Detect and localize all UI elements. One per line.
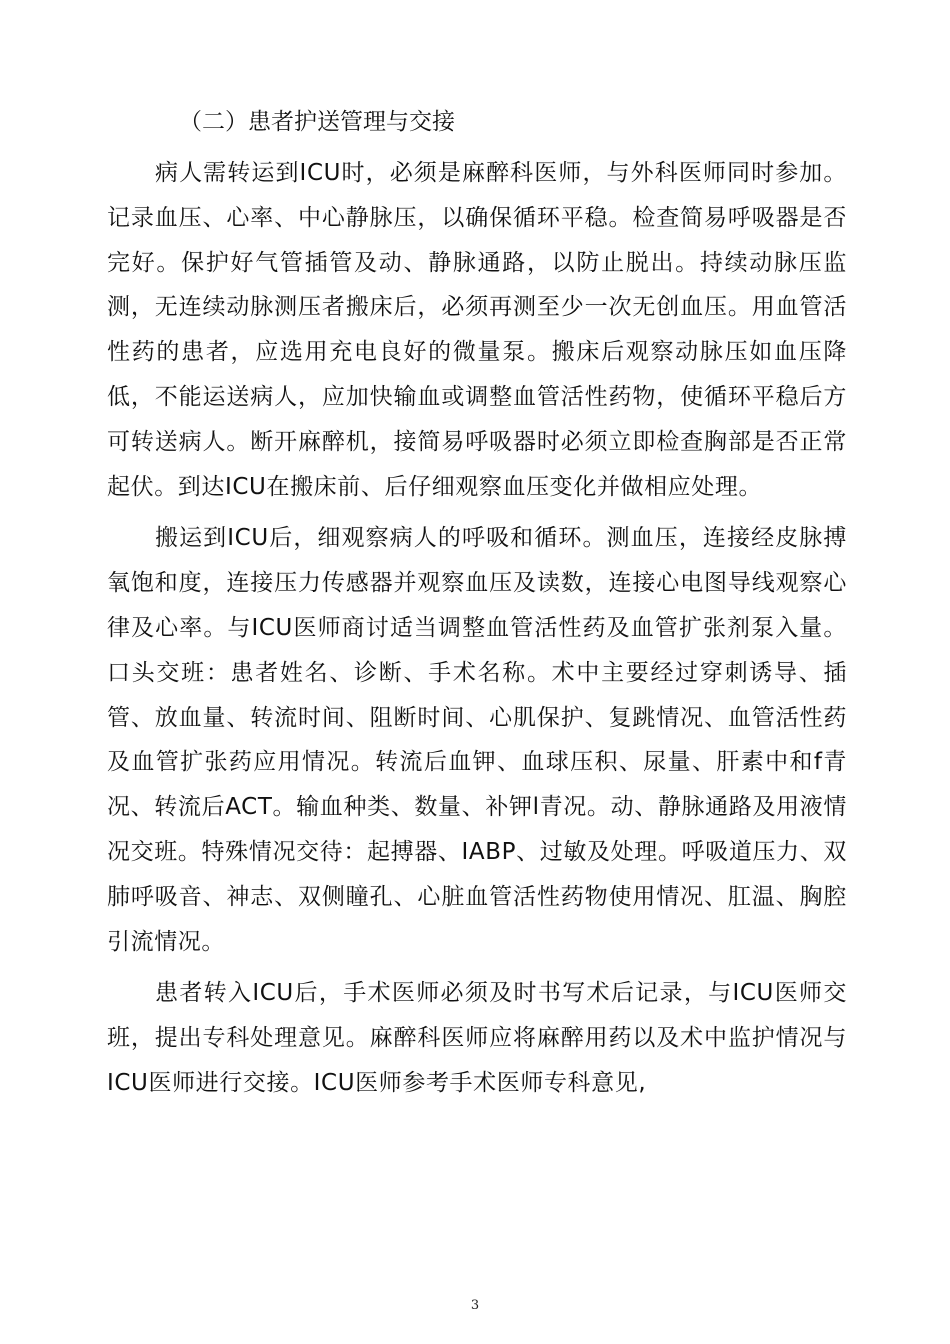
paragraph-transport: 病人需转运到ICU时，必须是麻醉科医师，与外科医师同时参加。记录血压、心率、中心静脉压，以确保循环平稳。检查简易呼吸器是否完好。保护好气管插管及动、静脉通路，以防止脱出。持续动脉压监测，无连续动脉测压者搬床后，必须再测至少一次无创血压。用血管活性药的患者，应选用充电良好的微量泵。搬床后观察动脉压如血压降低，不能运送病人，应加快输血或调整血管活性药物，使循环平稳后方可转送病人。断开麻醉机，接简易呼吸器时必须立即检查胸部是否正常起伏。到达ICU在搬床前、后仔细观察血压变化并做相应处理。 (107, 160, 847, 500)
document-body (107, 100, 847, 1106)
paragraph-postop-records: 患者转入ICU后，手术医师必须及时书写术后记录，与ICU医师交班，提出专科处理意见。麻醉科医师应将麻醉用药以及术中监护情况与ICU医师进行交接。ICU医师参考手术医师专科意见, (107, 980, 847, 1096)
page-number: 3 (470, 1298, 480, 1313)
paragraph-arrival-handover: 搬运到ICU后，细观察病人的呼吸和循环。测血压，连接经皮脉搏氧饱和度，连接压力传感器并观察血压及读数，连接心电图导线观察心律及心率。与ICU医师商讨适当调整血管活性药及血管扩张剂泵入量。口头交班：患者姓名、诊断、手术名称。术中主要经过穿刺诱导、插管、放血量、转流时间、阻断时间、心肌保护、复跳情况、血管活性药及血管扩张药应用情况。转流后血钾、血球压积、尿量、肝素中和f青况、转流后ACT。输血种类、数量、补钾l青况。动、静脉通路及用液情况交班。特殊情况交待：起搏器、IABP、过敏及处理。呼吸道压力、双肺呼吸音、神志、双侧瞳孔、心脏血管活性药物使用情况、肛温、胸腔引流情况。 (107, 525, 847, 955)
section-heading: （二）患者护送管理与交接 (179, 109, 455, 135)
